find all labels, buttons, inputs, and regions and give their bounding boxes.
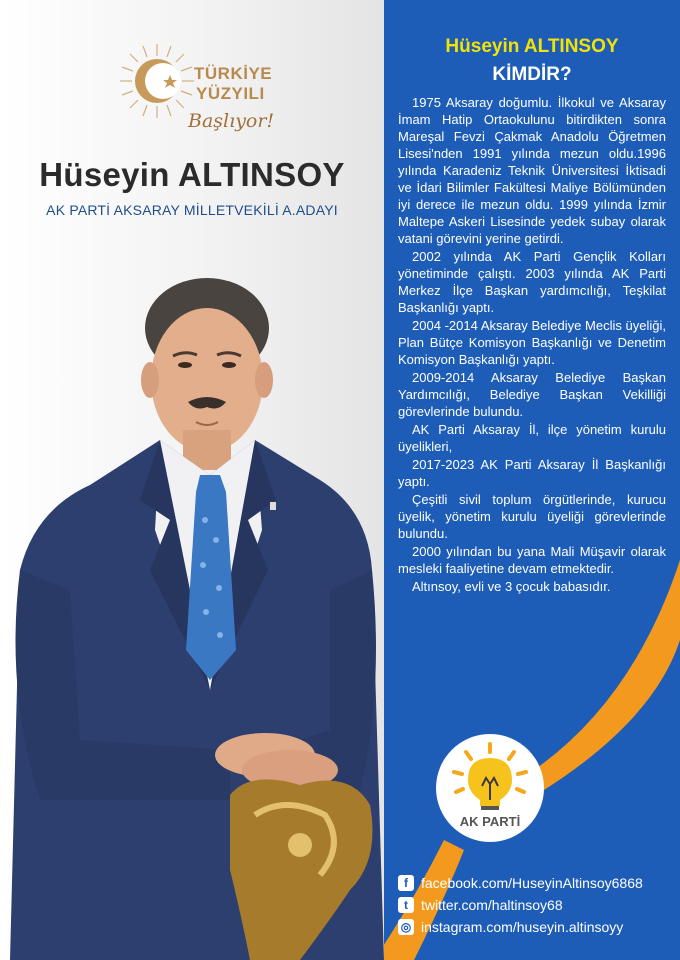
instagram-link[interactable] — [398, 917, 623, 937]
bio-paragraph: 2000 yılından bu yana Mali Müşavir olarak mesleki faaliyetine devam etmektedir. — [398, 544, 666, 576]
candidate-portrait — [0, 270, 384, 960]
turkiye-yuzyili-logo — [118, 42, 318, 152]
facebook-url: facebook.com/HuseyinAltinsoy6868 — [421, 875, 643, 891]
facebook-link[interactable] — [398, 873, 643, 893]
instagram-url: instagram.com/huseyin.altinsoyy — [421, 919, 624, 935]
candidate-subtitle: AK PARTİ AKSARAY MİLLETVEKİLİ A.ADAYI — [46, 202, 338, 218]
bio-paragraph: 2002 yılında AK Parti Gençlik Kolları yönetiminde çalıştı. 2003 yılında AK Parti Merkez İlçe Başkan yardımcılığı, Teşkilat Başkanlığı yaptı. — [398, 249, 666, 315]
bio-title-question: KİMDİR? — [492, 64, 572, 85]
candidate-name: Hüseyin ALTINSOY — [39, 156, 345, 193]
bio-paragraph: 2009-2014 Aksaray Belediye Başkan Yardımcılığı, Belediye Başkan Vekilliği görevlerinde bulundu. — [398, 370, 666, 419]
bio-paragraph: Çeşitli sivil toplum örgütlerinde, kurucu üyelik, yönetim kurulu üyeliği görevlerinde bulundu. — [398, 492, 666, 541]
ak-parti-logo — [436, 734, 544, 842]
logo-slogan: Başlıyor! — [188, 110, 275, 132]
twitter-link[interactable] — [398, 895, 563, 915]
facebook-icon: f — [398, 875, 414, 891]
bio-title-name: Hüseyin ALTINSOY — [445, 36, 619, 57]
bio-paragraph: AK Parti Aksaray İl, ilçe yönetim kurulu üyelikleri, — [398, 422, 666, 454]
bio-paragraph: Altınsoy, evli ve 3 çocuk babasıdır. — [412, 579, 611, 594]
twitter-icon: t — [398, 897, 414, 913]
party-name: AK PARTİ — [459, 814, 521, 829]
bio-paragraph: 1975 Aksaray doğumlu. İlkokul ve Aksaray İmam Hatip Ortaokulunu bitirdikten sonra Mareşal Fevzi Çakmak Anadolu Öğretmen Lisesi'nden 1991 yılında mezun oldu.1996 yılında Karadeniz Teknik Üniversitesi İktisadi ve İdari Bilimler Fakültesi Maliye Bölümünden iyi derece ile mezun oldu. 1999 yılında İzmir Maltepe Askeri Lisesinde yedek subay olarak vatani görevini yerine getirdi. — [398, 95, 666, 246]
bio-text — [398, 94, 666, 596]
crescent-sun-icon — [118, 42, 196, 120]
instagram-icon: ◎ — [398, 919, 414, 935]
logo-line-1: TÜRKİYE — [194, 64, 273, 83]
bio-paragraph: 2004 -2014 Aksaray Belediye Meclis üyeliği, Plan Bütçe Komisyon Başkanlığı ve Denetim Komisyon Başkanlığı yaptı. — [398, 318, 666, 367]
twitter-url: twitter.com/haltinsoy68 — [421, 897, 563, 913]
bio-paragraph: 2017-2023 AK Parti Aksaray İl Başkanlığı yaptı. — [398, 457, 666, 489]
logo-line-2: YÜZYILI — [196, 84, 265, 103]
